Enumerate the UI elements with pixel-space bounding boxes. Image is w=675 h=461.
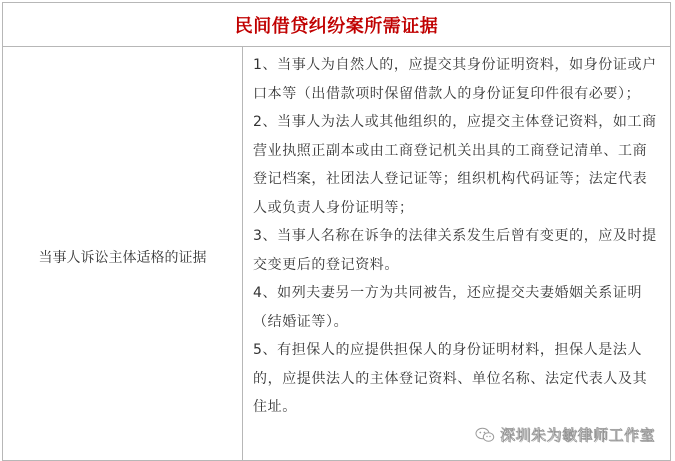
evidence-item: 5、有担保人的应提供担保人的身份证明材料，担保人是法人的，应提供法人的主体登记资料、单位名称、法定代表人及其住址。 [253,342,648,415]
evidence-item: 1、当事人为自然人的，应提交其身份证明资料，如身份证或户口本等（出借款项时保留借款人的身份证复印件很有必要）； [253,57,657,102]
evidence-item: 2、当事人为法人或其他组织的，应提交主体登记资料，如工商营业执照正副本或由工商登记机关出具的工商登记清单、工商登记档案，社团法人登记证等；组织机构代码证等；法定代表人或负责人身份证明等； [253,114,657,216]
row-label: 当事人诉讼主体适格的证据 [38,249,207,266]
evidence-table [2,2,671,461]
evidence-item: 3、当事人名称在诉争的法律关系发生后曾有变更的，应及时提交变更后的登记资料。 [253,228,657,273]
evidence-item: 4、如列夫妻另一方为共同被告，还应提交夫妻婚姻关系证明（结婚证等）。 [253,285,643,330]
row-label-cell [3,47,243,460]
table-title: 民间借贷纠纷案所需证据 [234,15,439,37]
wechat-icon [475,427,495,443]
watermark-text: 深圳朱为敏律师工作室 [499,426,655,444]
table-header-row [3,3,670,47]
row-content-cell [243,47,670,460]
table-row [3,47,670,460]
watermark [475,424,655,445]
